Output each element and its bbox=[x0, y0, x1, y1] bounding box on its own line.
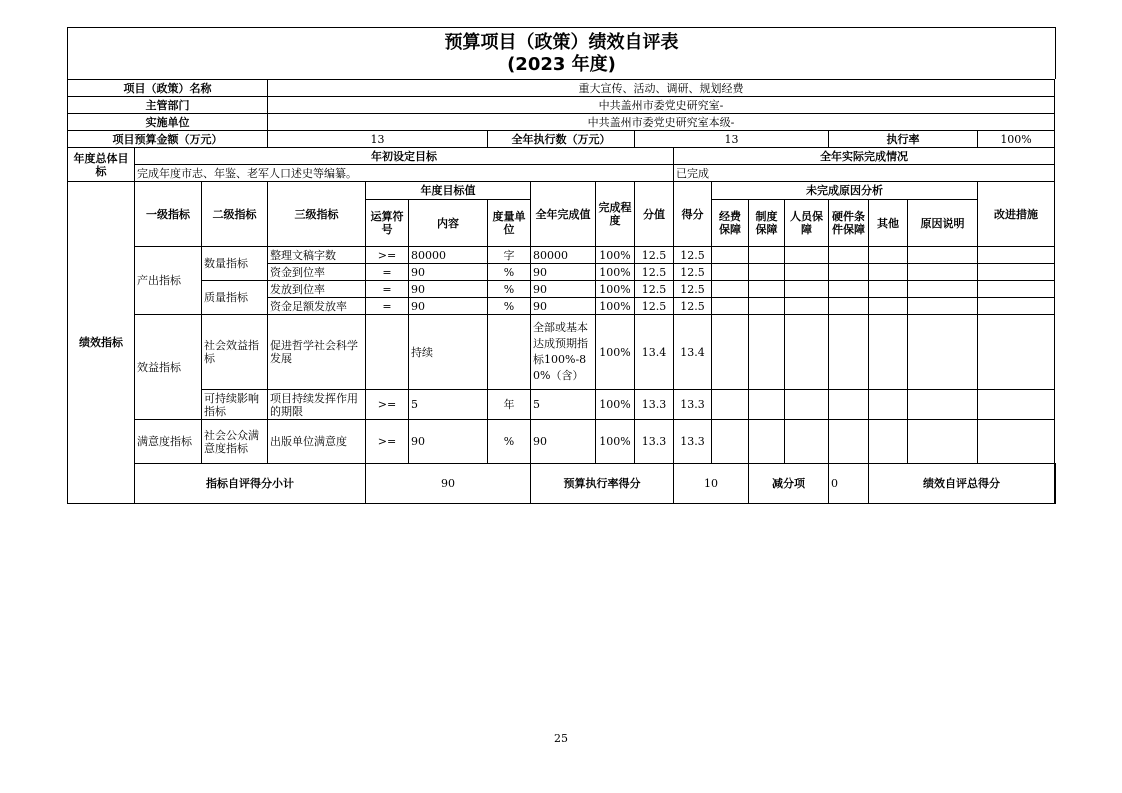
footer-row bbox=[68, 464, 1056, 504]
empty-cell bbox=[908, 298, 978, 315]
empty-cell bbox=[829, 420, 869, 464]
weight-cell: 12.5 bbox=[635, 247, 674, 264]
project-name-value: 重大宣传、活动、调研、规划经费 bbox=[268, 80, 1055, 97]
weight-cell: 13.4 bbox=[635, 315, 674, 390]
degree-cell: 100% bbox=[596, 315, 635, 390]
score-cell: 12.5 bbox=[674, 247, 712, 264]
improve-header: 改进措施 bbox=[978, 182, 1055, 247]
exec-value: 13 bbox=[635, 131, 829, 148]
lvl3-cell: 促进哲学社会科学发展 bbox=[268, 315, 366, 390]
lvl3-cell: 整理文稿字数 bbox=[268, 247, 366, 264]
score-cell: 13.4 bbox=[674, 315, 712, 390]
initial-goal-header: 年初设定目标 bbox=[135, 148, 674, 165]
empty-cell bbox=[908, 315, 978, 390]
info-row-budget bbox=[68, 131, 1056, 148]
op-cell: = bbox=[366, 281, 409, 298]
subtotal-label: 指标自评得分小计 bbox=[135, 464, 366, 504]
budget-label: 项目预算金额（万元） bbox=[68, 131, 268, 148]
unit-label: 实施单位 bbox=[68, 114, 268, 131]
total-value bbox=[1055, 464, 1056, 504]
value-cell: 90 bbox=[531, 420, 596, 464]
empty-cell bbox=[749, 247, 785, 264]
empty-cell bbox=[978, 298, 1055, 315]
empty-cell bbox=[978, 390, 1055, 420]
lvl3-cell: 出版单位满意度 bbox=[268, 420, 366, 464]
degree-cell: 100% bbox=[596, 298, 635, 315]
score-cell: 12.5 bbox=[674, 281, 712, 298]
empty-cell bbox=[712, 390, 749, 420]
value-cell: 90 bbox=[531, 281, 596, 298]
budget-score-label: 预算执行率得分 bbox=[531, 464, 674, 504]
content-cell: 90 bbox=[409, 281, 488, 298]
empty-cell bbox=[712, 298, 749, 315]
empty-cell bbox=[712, 264, 749, 281]
value-cell: 90 bbox=[531, 264, 596, 281]
table-row bbox=[68, 420, 1056, 464]
score-cell: 12.5 bbox=[674, 298, 712, 315]
value-cell: 80000 bbox=[531, 247, 596, 264]
rate-value: 100% bbox=[978, 131, 1055, 148]
lvl2-quantity: 数量指标 bbox=[202, 247, 268, 281]
page-subtitle: (2023 年度) bbox=[507, 54, 616, 75]
info-row-unit bbox=[68, 114, 1056, 131]
unit-cell: 年 bbox=[488, 390, 531, 420]
empty-cell bbox=[712, 420, 749, 464]
empty-cell bbox=[785, 264, 829, 281]
project-name-label: 项目（政策）名称 bbox=[68, 80, 268, 97]
empty-cell bbox=[829, 264, 869, 281]
empty-cell bbox=[829, 390, 869, 420]
empty-cell bbox=[785, 390, 829, 420]
lvl1-satisfaction: 满意度指标 bbox=[135, 420, 202, 464]
reason-group-header: 未完成原因分析 bbox=[712, 182, 978, 200]
lvl3-cell: 资金足额发放率 bbox=[268, 298, 366, 315]
reason-note-header: 原因说明 bbox=[908, 200, 978, 247]
value-cell: 全部或基本达成预期指标100%-80%（含） bbox=[531, 315, 596, 390]
empty-cell bbox=[712, 315, 749, 390]
page-title: 预算项目（政策）绩效自评表 bbox=[444, 32, 679, 53]
empty-cell bbox=[978, 420, 1055, 464]
degree-cell: 100% bbox=[596, 264, 635, 281]
budget-score-value: 10 bbox=[674, 464, 749, 504]
lvl1-header: 一级指标 bbox=[135, 182, 202, 247]
empty-cell bbox=[908, 420, 978, 464]
empty-cell bbox=[749, 315, 785, 390]
goals-content-row bbox=[68, 165, 1056, 182]
empty-cell bbox=[908, 281, 978, 298]
reason-staff-header: 人员保障 bbox=[785, 200, 829, 247]
degree-cell: 100% bbox=[596, 420, 635, 464]
empty-cell bbox=[785, 247, 829, 264]
lvl1-benefit: 效益指标 bbox=[135, 315, 202, 420]
lvl3-cell: 资金到位率 bbox=[268, 264, 366, 281]
empty-cell bbox=[829, 281, 869, 298]
target-group-header: 年度目标值 bbox=[366, 182, 531, 200]
budget-value: 13 bbox=[268, 131, 488, 148]
op-cell: = bbox=[366, 298, 409, 315]
op-cell: = bbox=[366, 264, 409, 281]
actual-goal-text: 已完成 bbox=[674, 165, 1055, 182]
content-cell: 持续 bbox=[409, 315, 488, 390]
unit-cell: 字 bbox=[488, 247, 531, 264]
content-cell: 80000 bbox=[409, 247, 488, 264]
info-row-project bbox=[68, 80, 1056, 97]
empty-cell bbox=[785, 281, 829, 298]
empty-cell bbox=[749, 420, 785, 464]
weight-cell: 13.3 bbox=[635, 420, 674, 464]
evaluation-table bbox=[67, 79, 1056, 504]
score-cell: 13.3 bbox=[674, 390, 712, 420]
weight-cell: 13.3 bbox=[635, 390, 674, 420]
score-header: 得分 bbox=[674, 182, 712, 247]
unit-cell: % bbox=[488, 298, 531, 315]
empty-cell bbox=[869, 247, 908, 264]
empty-cell bbox=[908, 390, 978, 420]
unit-cell bbox=[488, 315, 531, 390]
lvl1-output: 产出指标 bbox=[135, 247, 202, 315]
degree-cell: 100% bbox=[596, 390, 635, 420]
unit-header: 度量单位 bbox=[488, 200, 531, 247]
initial-goal-text: 完成年度市志、年鉴、老军人口述史等编纂。 bbox=[135, 165, 674, 182]
total-label: 绩效自评总得分 bbox=[869, 464, 1055, 504]
empty-cell bbox=[829, 247, 869, 264]
dept-label: 主管部门 bbox=[68, 97, 268, 114]
op-cell: >= bbox=[366, 247, 409, 264]
empty-cell bbox=[869, 281, 908, 298]
table-row bbox=[68, 315, 1056, 390]
empty-cell bbox=[978, 315, 1055, 390]
degree-cell: 100% bbox=[596, 281, 635, 298]
empty-cell bbox=[749, 298, 785, 315]
weight-cell: 12.5 bbox=[635, 281, 674, 298]
empty-cell bbox=[785, 298, 829, 315]
empty-cell bbox=[712, 281, 749, 298]
reason-hardware-header: 硬件条件保障 bbox=[829, 200, 869, 247]
lvl3-header: 三级指标 bbox=[268, 182, 366, 247]
content-cell: 90 bbox=[409, 264, 488, 281]
deduct-label: 减分项 bbox=[749, 464, 829, 504]
lvl2-header: 二级指标 bbox=[202, 182, 268, 247]
reason-funding-header: 经费保障 bbox=[712, 200, 749, 247]
lvl3-cell: 发放到位率 bbox=[268, 281, 366, 298]
op-header: 运算符号 bbox=[366, 200, 409, 247]
annual-goal-label: 年度总体目标 bbox=[68, 148, 135, 182]
empty-cell bbox=[712, 247, 749, 264]
table-row bbox=[68, 281, 1056, 298]
actual-goal-header: 全年实际完成情况 bbox=[674, 148, 1055, 165]
rate-label: 执行率 bbox=[829, 131, 978, 148]
op-cell bbox=[366, 315, 409, 390]
empty-cell bbox=[749, 281, 785, 298]
unit-cell: % bbox=[488, 264, 531, 281]
score-cell: 13.3 bbox=[674, 420, 712, 464]
empty-cell bbox=[829, 298, 869, 315]
weight-cell: 12.5 bbox=[635, 298, 674, 315]
lvl2-sustain: 可持续影响指标 bbox=[202, 390, 268, 420]
empty-cell bbox=[908, 247, 978, 264]
unit-cell: % bbox=[488, 420, 531, 464]
degree-cell: 100% bbox=[596, 247, 635, 264]
op-cell: >= bbox=[366, 420, 409, 464]
content-cell: 90 bbox=[409, 420, 488, 464]
empty-cell bbox=[869, 298, 908, 315]
empty-cell bbox=[785, 315, 829, 390]
lvl2-public: 社会公众满意度指标 bbox=[202, 420, 268, 464]
perf-indicator-label: 绩效指标 bbox=[68, 182, 135, 504]
content-cell: 5 bbox=[409, 390, 488, 420]
score-cell: 12.5 bbox=[674, 264, 712, 281]
goals-header-row bbox=[68, 148, 1056, 165]
empty-cell bbox=[869, 264, 908, 281]
lvl3-cell: 项目持续发挥作用的期限 bbox=[268, 390, 366, 420]
lvl2-social: 社会效益指标 bbox=[202, 315, 268, 390]
evaluation-sheet bbox=[67, 27, 1056, 504]
table-row bbox=[68, 390, 1056, 420]
content-cell: 90 bbox=[409, 298, 488, 315]
empty-cell bbox=[869, 390, 908, 420]
exec-label: 全年执行数（万元） bbox=[488, 131, 635, 148]
unit-value: 中共盖州市委党史研究室本级- bbox=[268, 114, 1055, 131]
empty-cell bbox=[869, 420, 908, 464]
empty-cell bbox=[908, 264, 978, 281]
value-cell: 5 bbox=[531, 390, 596, 420]
empty-cell bbox=[978, 264, 1055, 281]
empty-cell bbox=[869, 315, 908, 390]
deduct-value: 0 bbox=[829, 464, 869, 504]
empty-cell bbox=[749, 390, 785, 420]
degree-header: 完成程度 bbox=[596, 182, 635, 247]
lvl2-quality: 质量指标 bbox=[202, 281, 268, 315]
subtotal-value: 90 bbox=[366, 464, 531, 504]
score-value-header: 分值 bbox=[635, 182, 674, 247]
empty-cell bbox=[749, 264, 785, 281]
empty-cell bbox=[978, 247, 1055, 264]
op-cell: >= bbox=[366, 390, 409, 420]
reason-system-header: 制度保障 bbox=[749, 200, 785, 247]
empty-cell bbox=[829, 315, 869, 390]
year-value-header: 全年完成值 bbox=[531, 182, 596, 247]
page-number: 25 bbox=[554, 732, 568, 745]
info-row-dept bbox=[68, 97, 1056, 114]
indicator-header-row-1 bbox=[68, 182, 1056, 200]
empty-cell bbox=[785, 420, 829, 464]
empty-cell bbox=[978, 281, 1055, 298]
weight-cell: 12.5 bbox=[635, 264, 674, 281]
reason-other-header: 其他 bbox=[869, 200, 908, 247]
table-row bbox=[68, 247, 1056, 264]
dept-value: 中共盖州市委党史研究室- bbox=[268, 97, 1055, 114]
value-cell: 90 bbox=[531, 298, 596, 315]
unit-cell: % bbox=[488, 281, 531, 298]
content-header: 内容 bbox=[409, 200, 488, 247]
title-block bbox=[67, 27, 1056, 79]
